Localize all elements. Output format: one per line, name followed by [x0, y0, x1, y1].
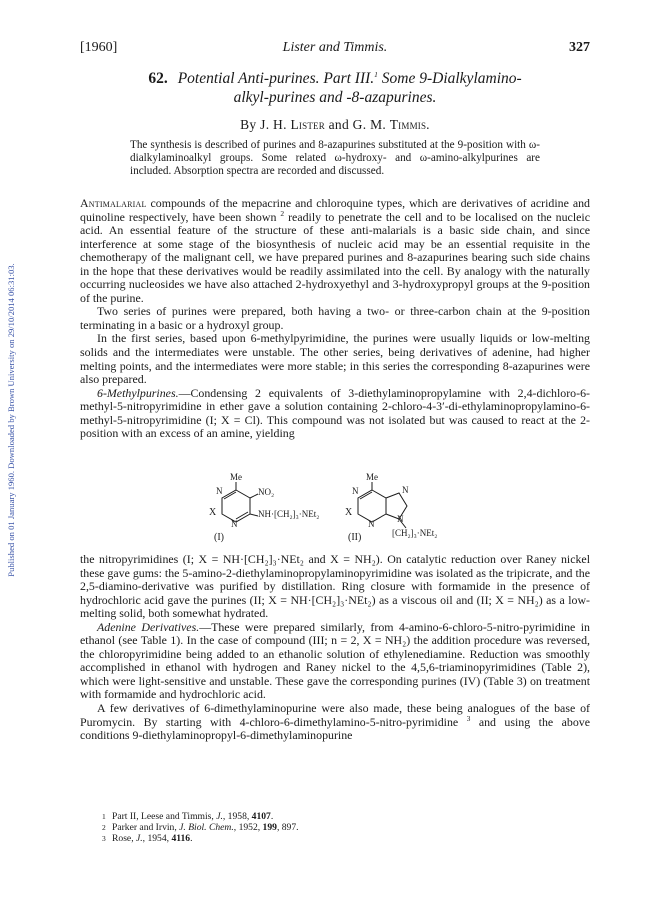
pyrimidine-ring-I [222, 482, 258, 522]
paragraph-first-series: In the first series, based upon 6-methylpyrimidine, the purines were usually liquids or low-melting solids and the intermediates were unstable. The other series, being derivatives of adenine, had higher melting points, and the intermediates were more stable; in this series the corresponding 8-azapurines were also prepared. [80, 331, 590, 387]
chemical-structures-figure [196, 472, 496, 548]
paragraph-methylpurines [80, 387, 590, 441]
footnote-2 [102, 822, 582, 833]
title-line-1 [80, 69, 590, 88]
author-timmis: Timmis [389, 117, 427, 132]
footnote-journal: J. Biol. Chem. [179, 822, 234, 833]
footnote-mark: 2 [102, 823, 106, 832]
dimethylaminopurine-b: and using the above conditions 9-diethylaminopropyl-6-dimethylaminopurine [80, 714, 590, 743]
body-text-upper [80, 197, 590, 441]
footnote-text: Part II, Leese and Timmis, [112, 811, 217, 822]
ring-n-label-I-a: N [216, 486, 223, 496]
methyl-label-I: Me [230, 472, 242, 482]
header-page-number: 327 [569, 40, 590, 55]
side-chain-I: NH·[CH₂]₃·NEt₂ [258, 509, 320, 519]
footnote-volume: 4116 [171, 833, 191, 844]
side-chain-II: [CH₂]₃·NEt₂ [392, 528, 438, 538]
footnote-mark: 3 [102, 834, 106, 843]
footnote-journal: J. [135, 833, 143, 844]
footnote-year: , 1954, [142, 833, 172, 844]
byline-suffix: . [426, 117, 430, 132]
ring-n-label-II-c: N [402, 485, 409, 495]
paragraph-nitropyrimidines: the nitropyrimidines (I; X = NH·[CH₂]₃·NEt₂ and X = NH₂). On catalytic reduction over Raney nickel these gave gums: the 5-amino-2-diethylaminopropylaminopyrimidine was isolated as the tripicrate, and the 2,5-diamino-derivative was purified by distillation. Ring closure with formamide in the presence of hydrochloric acid gave the purines (II; X = NH·[CH₂]₃·NEt₂) as a viscous oil and (II; X = NH₂) as a low-melting solid, both somewhat hydrated. [80, 552, 590, 621]
paragraph-intro [80, 197, 590, 305]
ring-n-label-II-b: N [368, 519, 375, 529]
title-footnote-ref[interactable]: 1 [374, 69, 378, 79]
structure-label-I: (I) [214, 532, 224, 543]
ring-n-label-II-d: N [397, 514, 404, 524]
nitro-label: NO₂ [258, 487, 275, 497]
footnotes [102, 811, 582, 844]
header-authors: Lister and Timmis. [282, 40, 388, 55]
lead-word: Antimalarial [80, 196, 147, 210]
footnote-end: , 897. [276, 822, 299, 833]
section-head-methylpurines: 6-Methylpurines. [97, 385, 179, 400]
body-text-lower [80, 553, 590, 743]
byline [80, 117, 590, 133]
byline-middle: and G. M. [324, 117, 390, 132]
footnote-3 [102, 833, 582, 844]
ring-n-label-II-a: N [352, 486, 359, 496]
title-text-1-rest: Some 9-Dialkylamino- [377, 70, 522, 87]
author-lister: Lister [290, 117, 325, 132]
running-header [80, 40, 590, 58]
substituent-x-I: X [209, 507, 217, 518]
header-year: [1960] [80, 40, 118, 55]
footnote-ref-3[interactable]: 3 [466, 713, 471, 723]
paragraph-adenine [80, 621, 590, 702]
substituent-x-II: X [345, 507, 353, 518]
abstract: The synthesis is described of purines and 8-azapurines substituted at the 9-position with ω-dialkylaminoalkyl groups. Some related ω-hydroxy- and ω-amino-alkylpurines are included. Absorption spectra are recorded and discussed. [130, 139, 540, 177]
article-number: 62. [148, 70, 168, 87]
ring-n-label-I-b: N [231, 519, 238, 529]
structure-label-II: (II) [348, 532, 362, 543]
footnote-1 [102, 811, 582, 822]
footnote-year: , 1952, [233, 822, 263, 833]
footnote-end: . [270, 811, 274, 822]
byline-prefix: By J. H. [240, 117, 291, 132]
dimethylaminopurine-a: A few derivatives of 6-dimethylaminopurine were also made, these being analogues of the base of Puromycin. By starting with 4-chloro-6-dimethylamino-5-nitro-pyrimidine [80, 701, 590, 729]
paragraph-dimethylaminopurine [80, 702, 590, 743]
footnote-end: . [190, 833, 193, 844]
footnote-mark: 1 [102, 812, 106, 821]
footnote-journal: J. [216, 811, 223, 822]
footnote-volume: 199 [262, 822, 277, 833]
title-text-1: Potential Anti-purines. Part III. [177, 70, 375, 87]
publication-side-note [4, 150, 18, 690]
paragraph-intro-a: compounds of the mepacrine and chloroquine types, which are derivatives of acridine and quinoline respectively, have been shown [80, 196, 590, 224]
title-line-2: alkyl-purines and -8-azapurines. [233, 89, 437, 106]
methyl-label-II: Me [366, 472, 378, 482]
paragraph-two-series: Two series of purines were prepared, both having a two- or three-carbon chain at the 9-position terminating in a basic or a hydroxyl group. [80, 304, 590, 332]
side-note-text: Published on 01 January 1960. Downloaded by Brown University on 29/10/2014 06:31:03. [6, 263, 16, 577]
methylpurines-body: —Condensing 2 equivalents of 3-diethylaminopropylamine with 2,4-dichloro-6-methyl-5-nitropyrimidine in ether gave a solution containing 2-chloro-4-3′-di-ethylaminopropylamino-6-methyl-5-nitropyrimidine (I; X = Cl). This compound was not isolated but was caused to react at the 2-position with an excess of an amine, yielding [80, 385, 590, 441]
footnote-ref-2[interactable]: 2 [280, 208, 285, 218]
article-title [80, 69, 590, 107]
footnote-year: , 1958, [222, 811, 252, 822]
footnote-text: Parker and Irvin, [112, 822, 180, 833]
footnote-text: Rose, [112, 833, 136, 844]
adenine-body: —These were prepared similarly, from 4-amino-6-chloro-5-nitro-pyrimidine in ethanol (see Table 1). In the case of compound (III; n = 2, X = NH₂) the addition procedure was reversed, the chloropyrimidine being added to an ethanolic solution of ethylenediamine. Reduction was smoothly accomplished in ethanol with hydrogen and Raney nickel to the 4,5,6-triaminopyrimidines (Table 2), which were light-sensitive and unstable. These gave the corresponding purines (IV) (Table 3) on treatment with formamide and hydrochloric acid. [80, 619, 590, 702]
footnote-volume: 4107 [251, 811, 271, 822]
paragraph-intro-b: readily to penetrate the cell and to be localised on the nucleic acid. An essential feature of the structure of these anti-malarials is a basic side chain, and since interference at some stage of the biosynthesis of nucleic acid may be an essential requisite in the chemotherapy of the malignant cell, we have prepared purines and 8-azapurines bearing such side chains in the hope that these derivatives would be readily assimilated into the cell. By analogy with the naturally occurring nucleosides we have also attached 2-hydroxyethyl and 3-hydroxypropyl groups at the 9-position of the purine. [80, 209, 590, 305]
section-head-adenine: Adenine Derivatives. [97, 619, 200, 634]
